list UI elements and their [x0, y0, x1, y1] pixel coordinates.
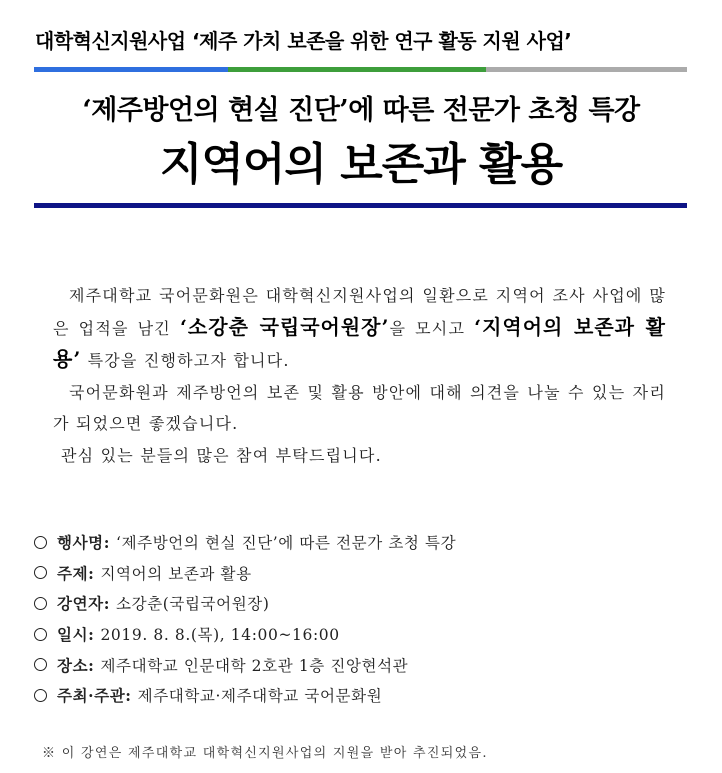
info-label: 주제:: [57, 563, 95, 583]
divider-segment-blue: [34, 67, 228, 72]
lecture-main-title: 지역어의 보존과 활용: [159, 139, 563, 190]
info-label: 강연자:: [57, 594, 111, 614]
announcement-body: [53, 280, 666, 471]
circle-bullet-icon: [34, 536, 47, 549]
body-paragraph-2: 국어문화원과 제주방언의 보존 및 활용 방안에 대해 의견을 나눌 수 있는 자리가 되었으면 좋겠습니다.: [53, 382, 666, 433]
info-value: 지역어의 보존과 활용: [100, 564, 252, 583]
body-paragraph-3: 관심 있는 분들의 많은 참여 부탁드립니다.: [61, 445, 382, 465]
circle-bullet-icon: [34, 566, 47, 579]
topic-emphasis: ‘지역어의 보존과 활용’: [53, 314, 666, 371]
program-header-title: 대학혁신지원사업 ‘제주 가치 보존을 위한 연구 활동 지원 사업’: [35, 29, 572, 53]
info-label: 주최·주관:: [57, 686, 132, 706]
info-item-topic: [34, 558, 456, 589]
circle-bullet-icon: [34, 658, 47, 671]
info-label: 장소:: [57, 655, 95, 675]
info-value: 2019. 8. 8.(목), 14:00~16:00: [100, 626, 340, 645]
body-text-span: 특강을 진행하고자 합니다.: [81, 351, 290, 370]
info-value: 소강춘(국립국어원장): [116, 595, 270, 614]
info-value: 제주대학교·제주대학교 국어문화원: [137, 687, 383, 706]
info-item-venue: [34, 649, 456, 680]
info-item-event-name: [34, 527, 456, 558]
info-value: 제주대학교 인문대학 2호관 1층 진앙현석관: [100, 656, 409, 675]
circle-bullet-icon: [34, 597, 47, 610]
speaker-emphasis: ‘소강춘 국립국어원장’: [179, 314, 390, 339]
event-info-list: [34, 527, 456, 711]
info-item-datetime: [34, 619, 456, 650]
body-text-span: 제주대학교 국어문화원은 대학혁신지원사업의 일환으로 지역어 조사 사업에 많은 업적을 남긴: [53, 286, 666, 338]
circle-bullet-icon: [34, 689, 47, 702]
info-item-speaker: [34, 588, 456, 619]
lecture-subtitle: ‘제주방언의 현실 진단’에 따른 전문가 초청 특강: [82, 95, 640, 126]
body-paragraph-1: [53, 280, 666, 377]
info-label: 행사명:: [57, 533, 111, 553]
body-text-span: 을 모시고: [389, 318, 475, 338]
info-item-organizer: [34, 680, 456, 711]
tricolor-divider: [34, 67, 687, 72]
info-value: ‘제주방언의 현실 진단’에 따른 전문가 초청 특강: [116, 534, 457, 553]
funding-footnote: ※ 이 강연은 제주대학교 대학혁신지원사업의 지원을 받아 추진되었음.: [42, 746, 488, 761]
navy-rule-divider: [34, 203, 687, 208]
circle-bullet-icon: [34, 628, 47, 641]
info-label: 일시:: [57, 625, 95, 645]
divider-segment-green: [228, 67, 486, 72]
divider-segment-gray: [486, 67, 687, 72]
